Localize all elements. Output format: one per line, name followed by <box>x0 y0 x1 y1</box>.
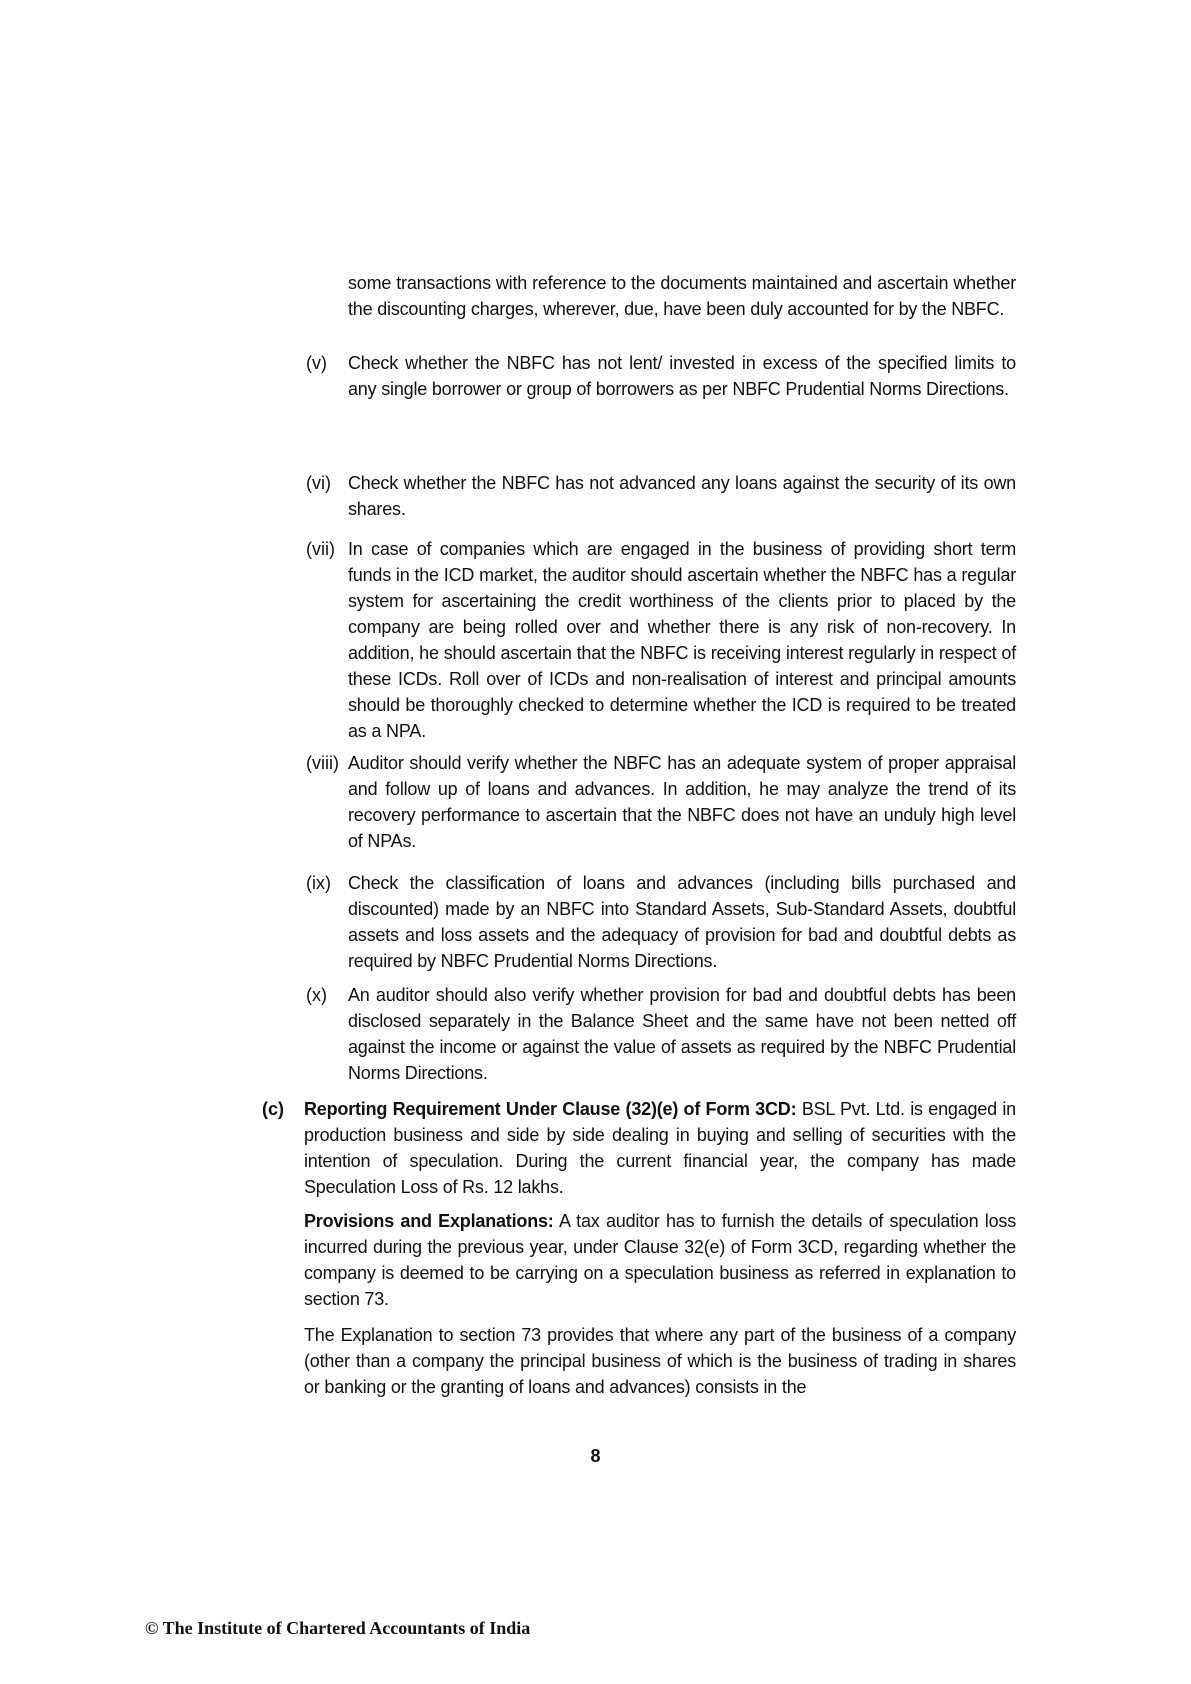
list-item-x <box>306 982 1016 1086</box>
list-item-number: (ix) <box>306 873 331 893</box>
list-item-number: (vii) <box>306 539 335 559</box>
provisions-paragraph <box>304 1208 1016 1312</box>
explanation-paragraph: The Explanation to section 73 provides that where any part of the business of a company (other than a company the principal business of which is the business of trading in shares or banking or the granting of loans and advances) consists in the <box>304 1325 1016 1397</box>
list-item-number: (v) <box>306 353 327 373</box>
list-item-text: Check whether the NBFC has not lent/ invested in excess of the specified limits to any single borrower or group of borrowers as per NBFC Prudential Norms Directions. <box>348 353 1016 399</box>
list-item-text: Check whether the NBFC has not advanced any loans against the security of its own shares. <box>348 473 1016 519</box>
provisions-heading: Provisions and Explanations: <box>304 1211 554 1231</box>
list-item-text: An auditor should also verify whether provision for bad and doubtful debts has been disclosed separately in the Balance Sheet and the same have not been netted off against the income or against the value of assets as required by the NBFC Prudential Norms Directions. <box>348 985 1016 1083</box>
list-item-number: (viii) <box>306 753 339 773</box>
section-c-heading: Reporting Requirement Under Clause (32)(e) of Form 3CD: <box>304 1099 797 1119</box>
footer-copyright: © The Institute of Chartered Accountants of India <box>145 1618 531 1638</box>
section-c-text: BSL Pvt. Ltd. is engaged in production business and side by side dealing in buying and selling of securities with the intention of speculation. During the current financial year, the company has made Speculation Loss of Rs. 12 lakhs. <box>304 1099 1016 1197</box>
list-item-ix <box>306 870 1016 974</box>
section-c <box>262 1096 1016 1200</box>
section-c-paragraph <box>304 1096 1016 1200</box>
list-item-text: Auditor should verify whether the NBFC has an adequate system of proper appraisal and follow up of loans and advances. In addition, he may analyze the trend of its recovery performance to ascertain that the NBFC does not have an unduly high level of NPAs. <box>348 753 1016 851</box>
list-item-number: (vi) <box>306 473 331 493</box>
list-item-viii <box>306 750 1016 854</box>
list-item-text: In case of companies which are engaged in the business of providing short term funds in the ICD market, the auditor should ascertain whether the NBFC has a regular system for ascertaining the credit worthiness of the clients prior to placed by the company are being rolled over and whether there is any risk of non-recovery. In addition, he should ascertain that the NBFC is receiving interest regularly in respect of these ICDs. Roll over of ICDs and non-realisation of interest and principal amounts should be thoroughly checked to determine whether the ICD is required to be treated as a NPA. <box>348 539 1016 741</box>
list-item-vi <box>306 470 1016 522</box>
list-item-v <box>306 350 1016 402</box>
list-item-vii <box>306 536 1016 744</box>
provisions-text: A tax auditor has to furnish the details of speculation loss incurred during the previous year, under Clause 32(e) of Form 3CD, regarding whether the company is deemed to be carrying on a speculation business as referred in explanation to section 73. <box>304 1211 1017 1309</box>
page-number: 8 <box>590 1446 601 1466</box>
list-item-number: (x) <box>306 985 327 1005</box>
continuation-paragraph: some transactions with reference to the documents maintained and ascertain whether the discounting charges, wherever, due, have been duly accounted for by the NBFC. <box>348 273 1016 319</box>
section-c-number: (c) <box>262 1099 284 1119</box>
list-item-text: Check the classification of loans and advances (including bills purchased and discounted) made by an NBFC into Standard Assets, Sub-Standard Assets, doubtful assets and loss assets and the adequacy of provision for bad and doubtful debts as required by NBFC Prudential Norms Directions. <box>348 873 1016 971</box>
